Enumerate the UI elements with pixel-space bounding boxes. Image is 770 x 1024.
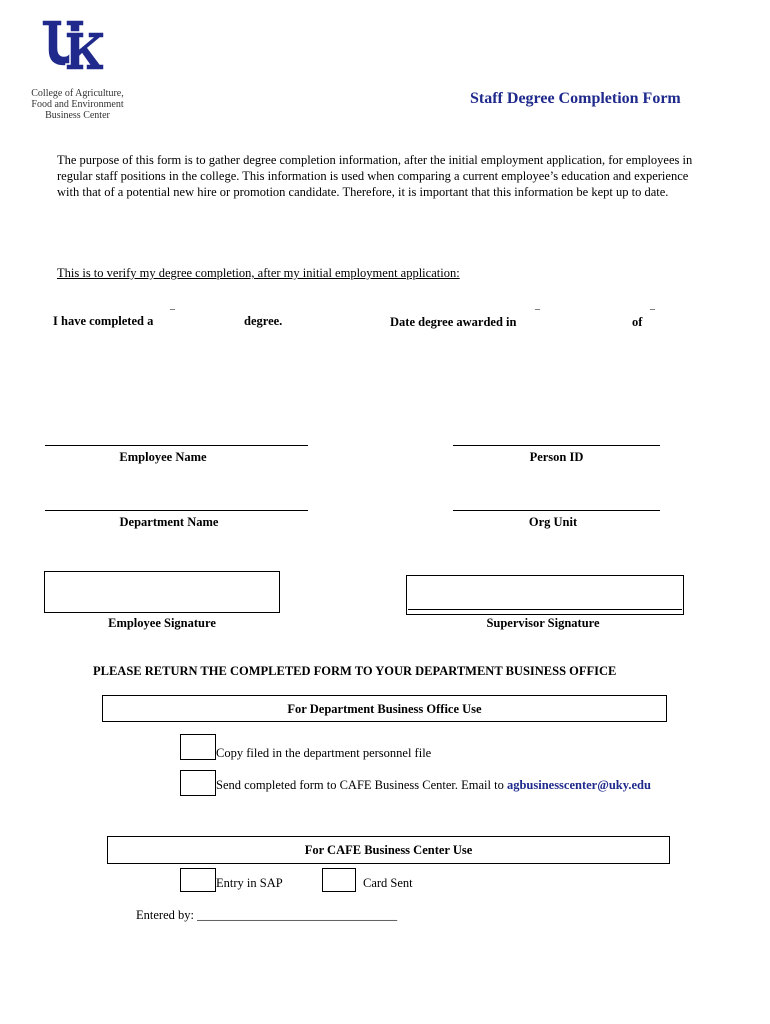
return-notice: PLEASE RETURN THE COMPLETED FORM TO YOUR DEPARTMENT BUSINESS OFFICE	[93, 664, 617, 678]
date-awarded-label: Date degree awarded in	[390, 315, 517, 329]
card-sent-label: Card Sent	[363, 876, 413, 890]
org-unit-line[interactable]	[453, 510, 660, 511]
of-label: of	[632, 315, 643, 329]
person-id-line[interactable]	[453, 445, 660, 446]
copy-filed-checkbox[interactable]	[180, 734, 216, 760]
uk-logo	[40, 18, 104, 72]
cafe-header: For CAFE Business Center Use	[304, 843, 473, 857]
supervisor-signature-label: Supervisor Signature	[486, 616, 600, 630]
employee-signature-label: Employee Signature	[108, 616, 216, 630]
purpose-paragraph: The purpose of this form is to gather degree completion information, after the initial employment application, for employees in regular staff positions in the college. This information is used when comparing a current employee’s education and experience with that of a potential new hire or promotion candidate. Therefore, it is important that this information be kept up to date.	[57, 153, 693, 199]
cafe-header-box	[107, 836, 670, 864]
college-line-3: Business Center	[45, 110, 110, 121]
dept-office-header-box	[102, 695, 667, 722]
degree-label: degree.	[244, 314, 283, 328]
copy-filed-label: Copy filed in the department personnel file	[216, 746, 432, 760]
employee-signature-box[interactable]	[44, 571, 280, 613]
person-id-label: Person ID	[529, 450, 584, 464]
verify-statement: This is to verify my degree completion, after my initial employment application:	[57, 266, 460, 280]
entry-sap-checkbox[interactable]	[180, 868, 216, 892]
department-name-line[interactable]	[45, 510, 308, 511]
have-completed-label: I have completed a	[53, 314, 154, 328]
year-dropdown[interactable]: ¯	[650, 309, 655, 320]
supervisor-signature-line	[408, 609, 682, 610]
department-name-label: Department Name	[119, 515, 219, 529]
employee-name-line[interactable]	[45, 445, 308, 446]
email-link[interactable]: agbusinesscenter@uky.edu	[506, 778, 651, 792]
degree-type-dropdown[interactable]: ¯	[170, 309, 175, 320]
month-dropdown[interactable]: ¯	[535, 309, 540, 320]
send-completed-checkbox[interactable]	[180, 770, 216, 796]
college-name	[20, 88, 135, 121]
org-unit-label: Org Unit	[528, 515, 578, 529]
send-completed-text	[216, 778, 651, 793]
employee-name-label: Employee Name	[119, 450, 207, 464]
dept-office-header: For Department Business Office Use	[287, 702, 482, 716]
card-sent-checkbox[interactable]	[322, 868, 356, 892]
form-title: Staff Degree Completion Form	[470, 90, 681, 107]
college-line-2: Food and Environment	[31, 99, 124, 110]
college-line-1: College of Agriculture,	[31, 88, 124, 99]
entered-by[interactable]: Entered by: ________________________________	[136, 908, 398, 922]
entry-sap-label: Entry in SAP	[216, 876, 283, 890]
send-completed-label: Send completed form to CAFE Business Center. Email to	[216, 778, 507, 792]
